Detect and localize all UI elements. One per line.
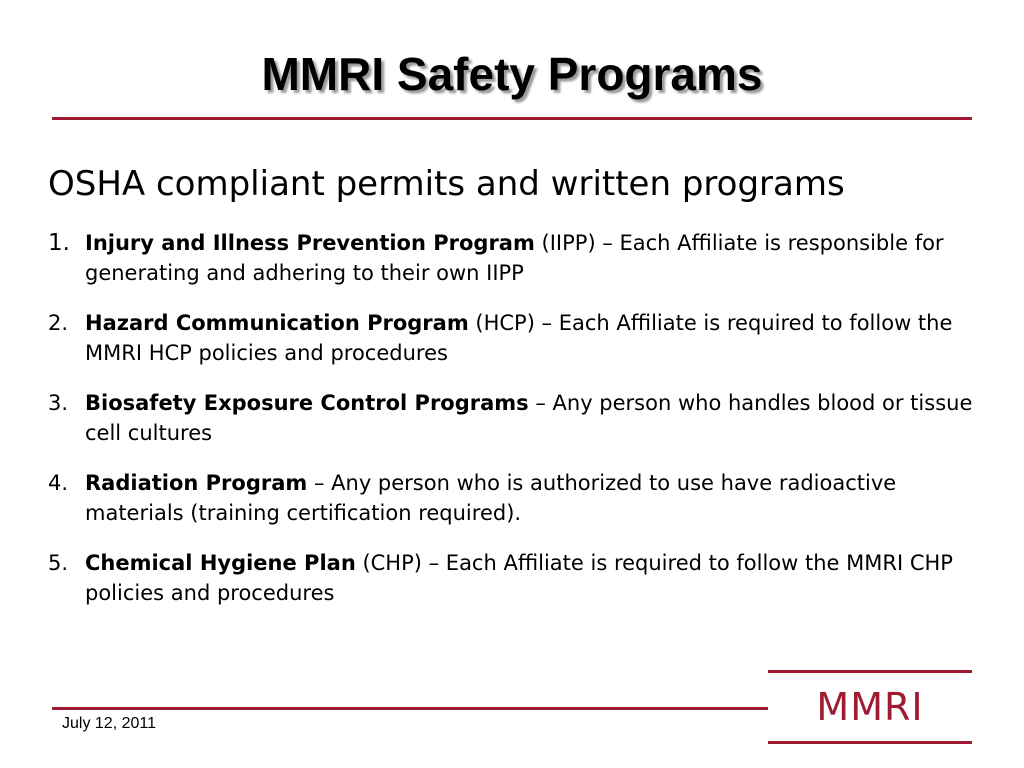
list-item-description: – Any person who is authorized to use have radioactive materials (training certification required). — [85, 471, 897, 525]
slide-subheading: OSHA compliant permits and written programs — [48, 164, 845, 204]
list-item — [48, 468, 998, 528]
list-item-number: 1. — [48, 230, 70, 256]
list-item — [48, 388, 998, 448]
list-item-title: Injury and Illness Prevention Program — [85, 231, 535, 255]
list-item-title: Hazard Communication Program — [85, 311, 469, 335]
list-item-title: Biosafety Exposure Control Programs — [85, 391, 529, 415]
list-item-description: – Any person who handles blood or tissue cell cultures — [85, 391, 973, 445]
slide-title: MMRI Safety Programs — [261, 48, 763, 100]
footer-divider — [52, 707, 768, 710]
list-item-title: Radiation Program — [85, 471, 308, 495]
list-item-title: Chemical Hygiene Plan — [85, 551, 356, 575]
list-item-description: (CHP) – Each Affiliate is required to follow the MMRI CHP policies and procedures — [85, 551, 953, 605]
program-list — [48, 228, 998, 628]
list-item-number: 4. — [48, 471, 69, 495]
list-item-number: 5. — [48, 551, 69, 575]
list-item-description: (HCP) – Each Affiliate is required to follow the MMRI HCP policies and procedures — [85, 311, 953, 365]
list-item-number: 2. — [48, 311, 69, 335]
list-item — [48, 548, 998, 608]
logo-text: MMRI — [816, 685, 924, 729]
list-item — [48, 228, 998, 288]
list-item — [48, 308, 998, 368]
list-item-number: 3. — [48, 391, 69, 415]
title-divider — [52, 117, 972, 120]
mmri-logo — [768, 670, 972, 744]
logo-top-bar — [768, 670, 972, 673]
footer-date: July 12, 2011 — [62, 715, 156, 732]
list-item-description: (IIPP) – Each Affiliate is responsible for generating and adhering to their own IIPP — [85, 231, 944, 285]
logo-bottom-bar — [768, 741, 972, 744]
